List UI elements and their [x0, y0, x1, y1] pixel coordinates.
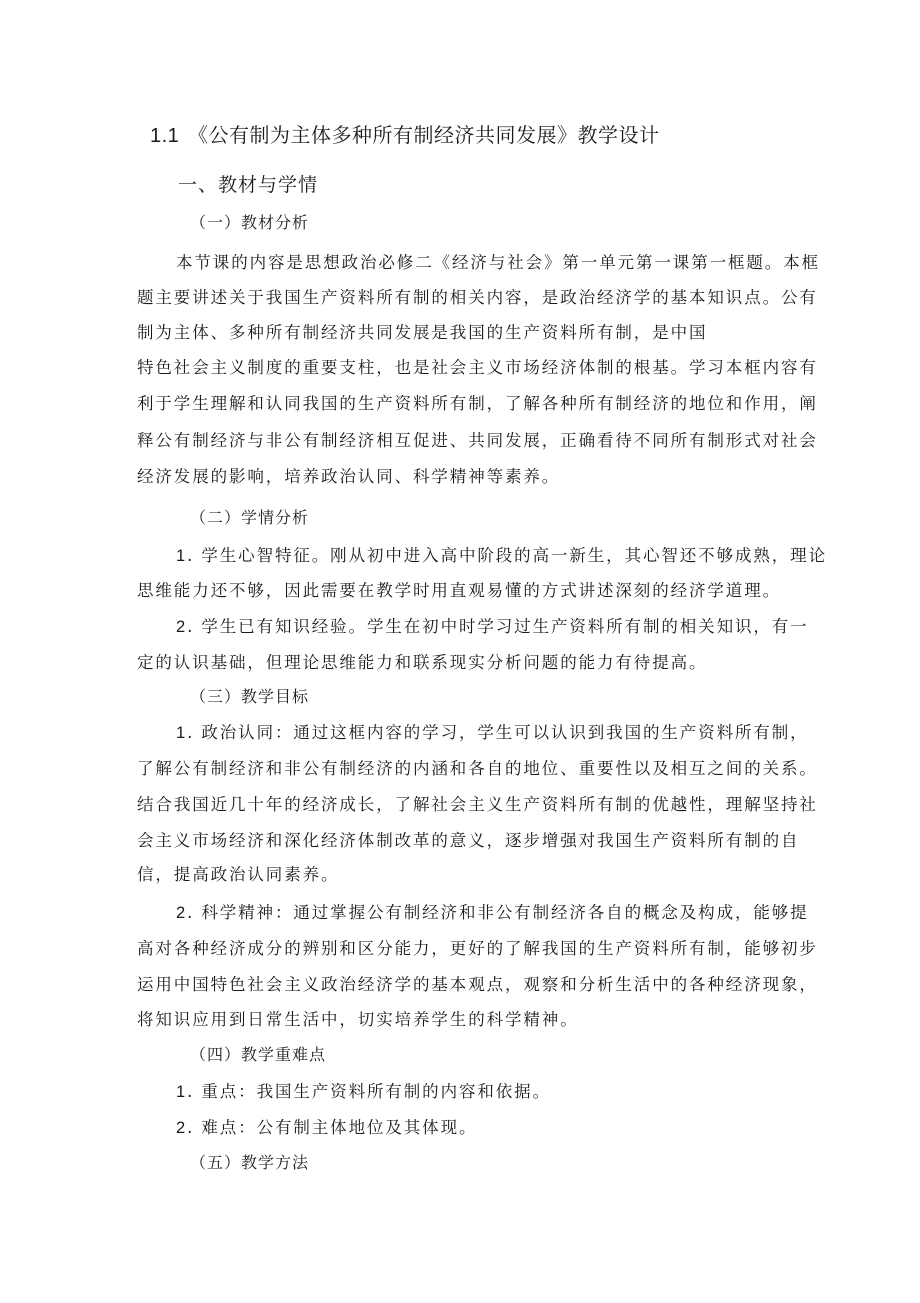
list-item-line: 会主义市场经济和深化经济体制改革的意义，逐步增强对我国生产资料所有制的自 — [137, 831, 800, 850]
paragraph-line: 利于学生理解和认同我国的生产资料所有制，了解各种所有制经济的地位和作用，阐 — [137, 394, 818, 413]
list-item-line — [176, 614, 809, 640]
list-item-line: 将知识应用到日常生活中，切实培养学生的科学精神。 — [137, 1010, 579, 1029]
document-title — [150, 120, 660, 151]
list-item-line — [176, 1115, 477, 1141]
list-text: . 学生心智特征。刚从初中进入高中阶段的高一新生，其心智还不够成熟，理论 — [187, 546, 827, 565]
list-item-line: 高对各种经济成分的辨别和区分能力，更好的了解我国的生产资料所有制，能够初步 — [137, 939, 818, 958]
list-item-line — [176, 720, 809, 746]
list-text: . 重点：我国生产资料所有制的内容和依据。 — [187, 1082, 551, 1101]
list-text: . 学生已有知识经验。学生在初中时学习过生产资料所有制的相关知识，有一 — [187, 617, 809, 636]
list-text: . 科学精神：通过掌握公有制经济和非公有制经济各自的概念及构成，能够提 — [187, 903, 809, 922]
list-text: . 难点：公有制主体地位及其体现。 — [187, 1118, 478, 1137]
list-item-line: 了解公有制经济和非公有制经济的内涵和各自的地位、重要性以及相互之间的关系。 — [137, 759, 818, 778]
list-number: 1 — [176, 547, 188, 565]
paragraph-line: 经济发展的影响，培养政治认同、科学精神等素养。 — [137, 467, 561, 486]
title-text: 《公有制为主体多种所有制经济共同发展》教学设计 — [188, 123, 660, 147]
paragraph-line: 特色社会主义制度的重要支柱，也是社会主义市场经济体制的根基。学习本框内容有 — [137, 358, 818, 377]
list-item-line: 信，提高政治认同素养。 — [137, 865, 340, 884]
section-heading: 一、教材与学情 — [178, 174, 319, 196]
list-item-line: 定的认识基础，但理论思维能力和联系现实分析问题的能力有待提高。 — [137, 653, 708, 672]
subsection-heading-goals: （三）教学目标 — [190, 687, 310, 706]
list-number: 2 — [176, 904, 188, 922]
list-number: 2 — [176, 618, 188, 636]
paragraph-line: 本节课的内容是思想政治必修二《经济与社会》第一单元第一课第一框题。本框 — [176, 253, 820, 272]
subsection-heading-methods: （五）教学方法 — [190, 1153, 310, 1172]
paragraph-line: 制为主体、多种所有制经济共同发展是我国的生产资料所有制，是中国 — [137, 323, 708, 342]
paragraph-line: 题主要讲述关于我国生产资料所有制的相关内容，是政治经济学的基本知识点。公有 — [137, 288, 818, 307]
list-item-line: 结合我国近几十年的经济成长，了解社会主义生产资料所有制的优越性，理解坚持社 — [137, 795, 818, 814]
list-item-line — [176, 1079, 551, 1105]
subsection-heading-keypoints: （四）教学重难点 — [190, 1045, 327, 1064]
list-number: 2 — [176, 1119, 188, 1137]
list-number: 1 — [176, 724, 188, 742]
list-item-line: 运用中国特色社会主义政治经济学的基本观点，观察和分析生活中的各种经济现象， — [137, 975, 818, 994]
list-item-line — [176, 900, 809, 926]
list-number: 1 — [176, 1083, 188, 1101]
list-text: . 政治认同：通过这框内容的学习，学生可以认识到我国的生产资料所有制， — [187, 723, 809, 742]
list-item-line: 思维能力还不够，因此需要在教学时用直观易懂的方式讲述深刻的经济学道理。 — [137, 581, 781, 600]
paragraph-line: 释公有制经济与非公有制经济相互促进、共同发展，正确看待不同所有制形式对社会 — [137, 431, 818, 450]
title-number: 1.1 — [150, 125, 180, 147]
subsection-heading-analysis: （一）教材分析 — [190, 213, 310, 232]
subsection-heading-students: （二）学情分析 — [190, 508, 310, 527]
list-item-line — [176, 543, 827, 569]
